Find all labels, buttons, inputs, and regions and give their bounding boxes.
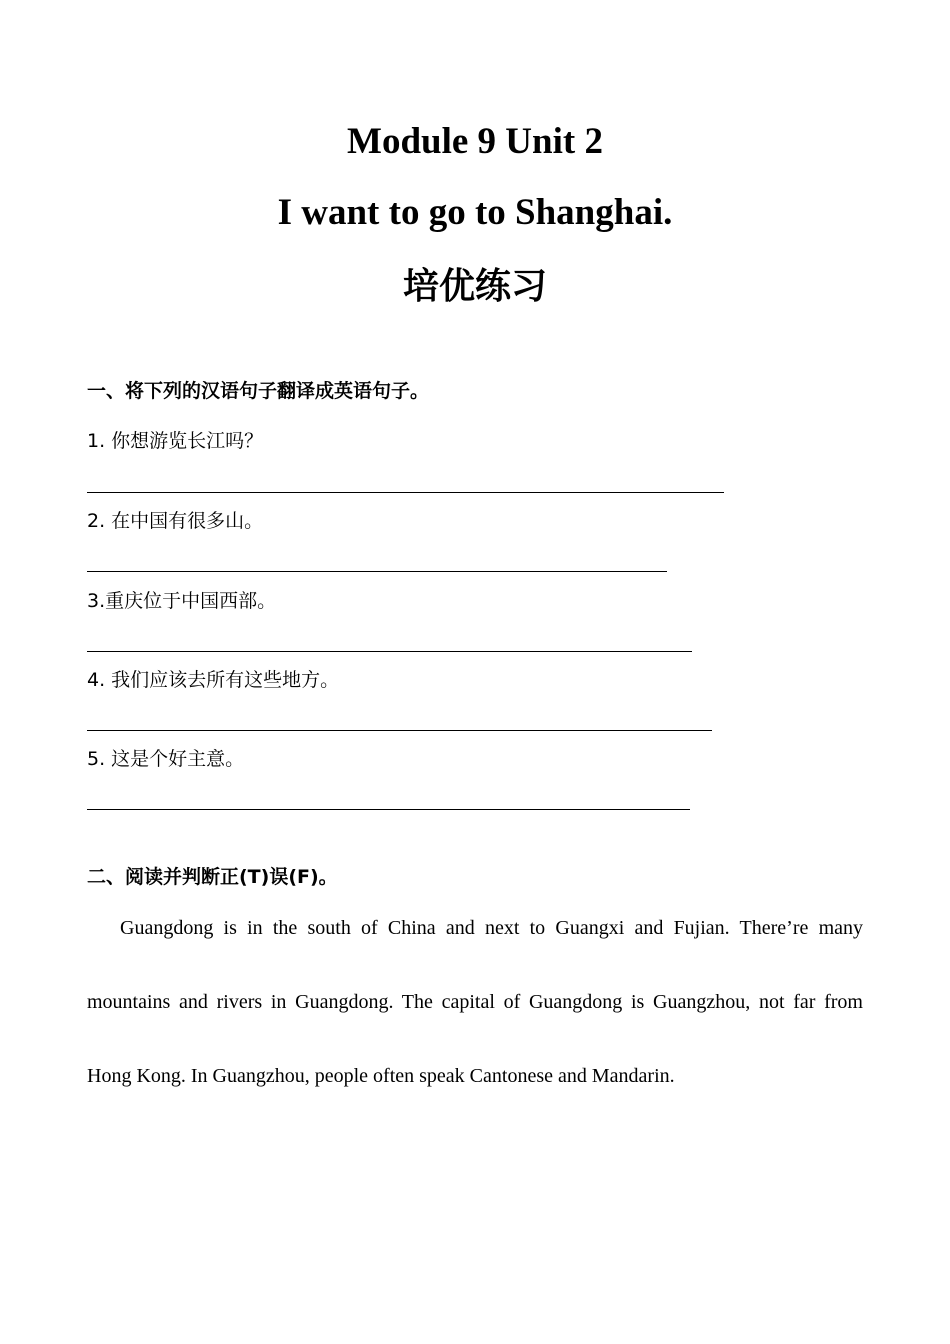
section-1-heading: 一、将下列的汉语句子翻译成英语句子。: [87, 380, 430, 402]
reading-passage: Guangdong is in the south of China and next to Guangxi and Fujian. There’re many mountains and rivers in Guangdong. The capital of Guangdong is Guangzhou, not far from Hong Kong. In Guangzhou, people often speak Cantonese and Mandarin.: [87, 917, 863, 1087]
section-2-heading: 二、阅读并判断正(T)误(F)。: [87, 866, 338, 888]
exercise-title: 培优练习: [402, 266, 547, 307]
answer-line-4[interactable]: [87, 730, 712, 731]
answer-line-2[interactable]: [87, 571, 667, 572]
lesson-title: I want to go to Shanghai.: [277, 192, 673, 233]
answer-line-5[interactable]: [87, 809, 690, 810]
question-2: 2. 在中国有很多山。: [87, 510, 264, 532]
question-1: 1. 你想游览长江吗？: [87, 430, 264, 452]
question-5: 5. 这是个好主意。: [87, 748, 245, 770]
module-title: Module 9 Unit 2: [347, 121, 603, 162]
answer-line-1[interactable]: [87, 492, 724, 493]
question-4: 4. 我们应该去所有这些地方。: [87, 669, 340, 691]
question-3: 3.重庆位于中国西部。: [87, 590, 277, 612]
answer-line-3[interactable]: [87, 651, 692, 652]
